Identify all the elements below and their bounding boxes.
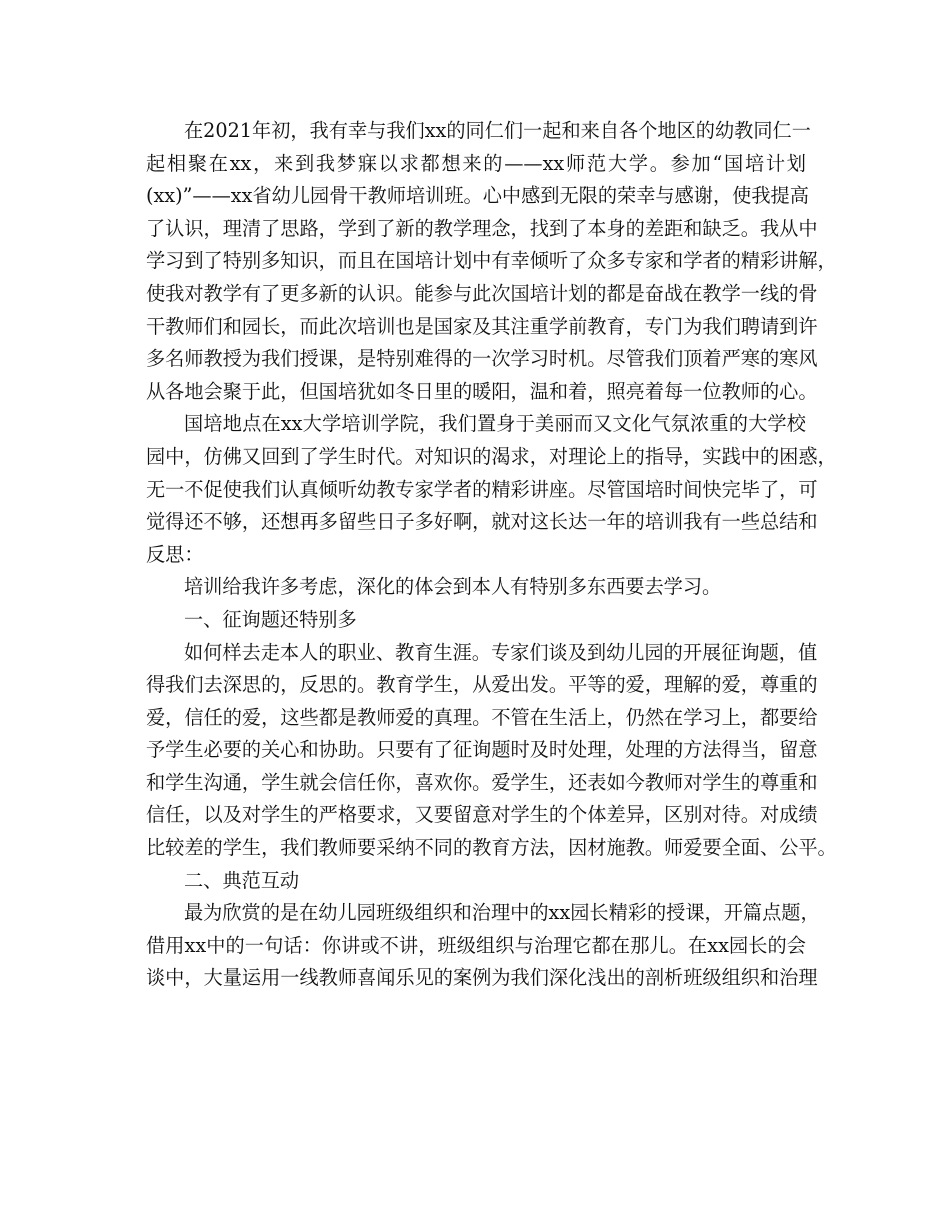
text-line: 如何样去走本人的职业、教育生涯。专家们谈及到幼儿园的开展征询题，值	[184, 640, 818, 664]
text-line: (xx)”——xx省幼儿园骨干教师培训班。心中感到无限的荣幸与感谢，使我提高	[146, 184, 809, 208]
text-line: 园中，仿佛又回到了学生时代。对知识的渴求，对理论上的指导，实践中的困惑，	[146, 444, 837, 468]
text-line: 和学生沟通，学生就会信任你，喜欢你。爱学生，还表如今教师对学生的尊重和	[146, 770, 818, 794]
text-line: 从各地会聚于此，但国培犹如冬日里的暖阳，温和着，照亮着每一位教师的心。	[146, 379, 818, 403]
text-line: 无一不促使我们认真倾听幼教专家学者的精彩讲座。尽管国培时间快完毕了，可	[146, 477, 818, 501]
text-line: 使我对教学有了更多新的认识。能参与此次国培计划的都是奋战在教学一线的骨	[146, 281, 818, 305]
paragraph-1	[146, 115, 837, 408]
text-line: 学习到了特别多知识，而且在国培计划中有幸倾听了众多专家和学者的精彩讲解，	[146, 249, 837, 273]
text-line: 培训给我许多考虑，深化的体会到本人有特别多东西要去学习。	[184, 575, 722, 599]
text-line: 予学生必要的关心和协助。只要有了征询题时及时处理，处理的方法得当，留意	[146, 738, 818, 762]
paragraph-5	[146, 897, 820, 995]
text-line: 爱，信任的爱，这些都是教师爱的真理。不管在生活上，仍然在学习上，都要给	[146, 705, 818, 729]
section-heading: 二、典范互动	[184, 868, 300, 892]
text-line: 反思：	[146, 542, 204, 566]
text-line: 起相聚在xx，来到我梦寐以求都想来的——xx师范大学。参加“国培计划	[146, 151, 806, 175]
section-heading: 一、征询题还特别多	[184, 607, 357, 631]
text-line: 了认识，理清了思路，学到了新的教学理念，找到了本身的差距和缺乏。我从中	[146, 216, 818, 240]
paragraph-2	[146, 408, 837, 571]
text-line: 多名师教授为我们授课，是特别难得的一次学习时机。尽管我们顶着严寒的寒风	[146, 347, 818, 371]
text-line: 谈中，大量运用一线教师喜闻乐见的案例为我们深化浅出的剖析班级组织和治理	[146, 966, 818, 990]
text-line: 国培地点在xx大学培训学院，我们置身于美丽而又文化气氛浓重的大学校	[184, 412, 806, 436]
section-heading-1	[146, 604, 806, 637]
text-line: 觉得还不够，还想再多留些日子多好啊，就对这长达一年的培训我有一些总结和	[146, 510, 818, 534]
text-line: 在2021年初，我有幸与我们xx的同仁们一起和来自各个地区的幼教同仁一	[184, 119, 811, 142]
document-body	[146, 115, 837, 995]
text-line: 信任，以及对学生的严格要求，又要留意对学生的个体差异，区别对待。对成绩	[146, 803, 818, 827]
section-heading-2	[146, 865, 806, 898]
text-line: 得我们去深思的，反思的。教育学生，从爱出发。平等的爱，理解的爱，尊重的	[146, 673, 818, 697]
text-line: 借用xx中的一句话：你讲或不讲，班级组织与治理它都在那儿。在xx园长的会	[146, 933, 806, 957]
text-line: 最为欣赏的是在幼儿园班级组织和治理中的xx园长精彩的授课，开篇点题，	[184, 901, 820, 925]
text-line: 比较差的学生，我们教师要采纳不同的教育方法，因材施教。师爱要全面、公平。	[146, 836, 837, 860]
paragraph-4	[146, 637, 837, 865]
text-line: 干教师们和园长，而此次培训也是国家及其注重学前教育，专门为我们聘请到许	[146, 314, 818, 338]
paragraph-3	[146, 571, 806, 604]
